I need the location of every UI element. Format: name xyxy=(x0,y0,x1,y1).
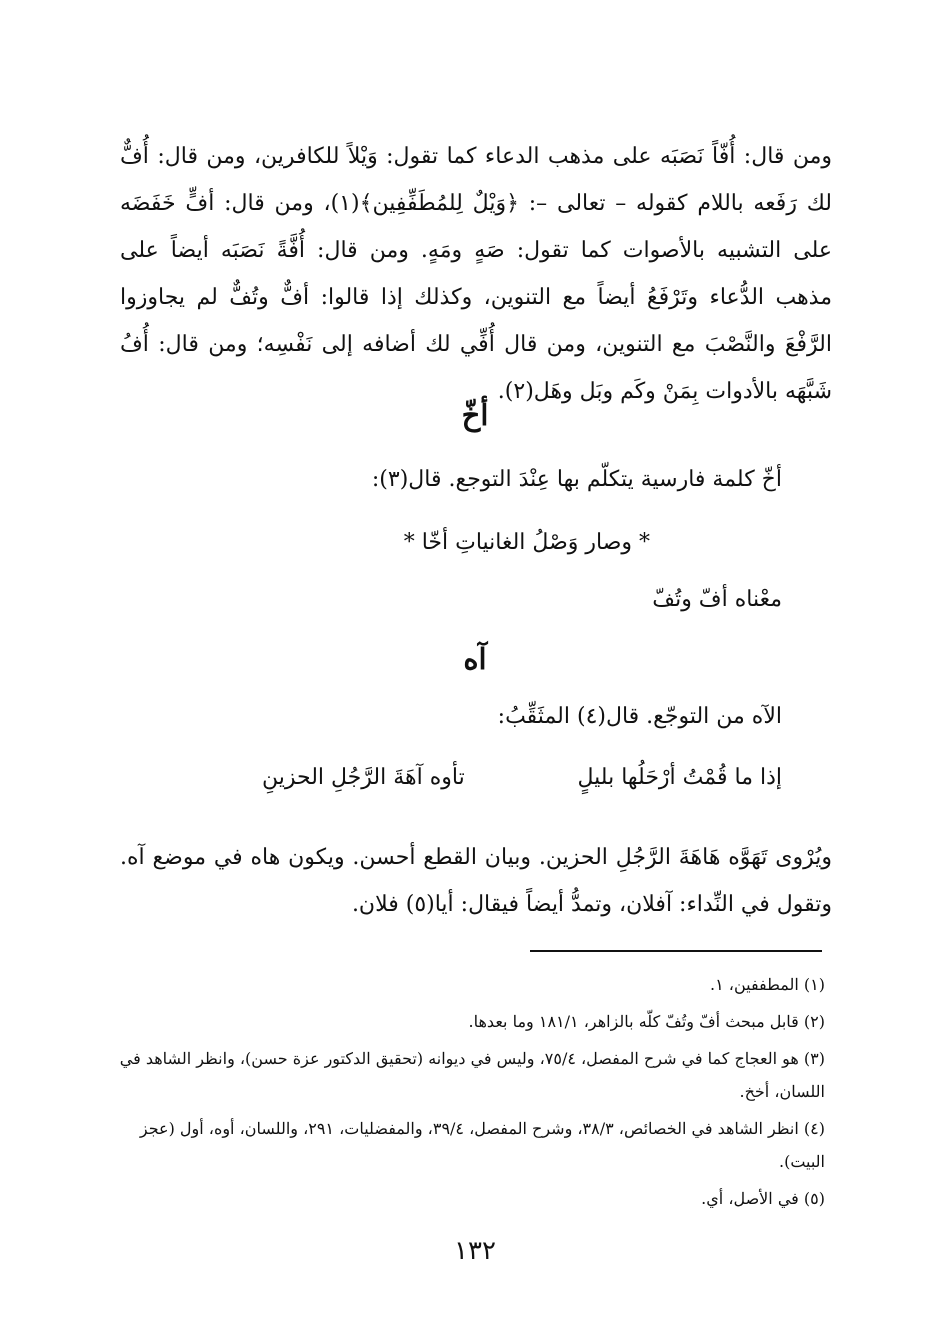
akh-meaning: معْناه أفّ وتُفّ xyxy=(652,587,782,612)
page-number: ١٣٢ xyxy=(454,1236,496,1266)
footnote-divider xyxy=(530,950,822,952)
akh-verse: * وصار وَصْلُ الغانياتِ أخّا * xyxy=(403,530,650,555)
footnote-1: (١) المطففين، ١. xyxy=(710,975,825,994)
footnote-4: (٤) انظر الشاهد في الخصائص، ٣٨/٣، وشرح المفصل، ٣٩/٤، والمفضليات، ٢٩١، واللسان، أوه، أول (عجز البيت). xyxy=(139,1119,825,1171)
akh-definition: أخّ كلمة فارسية يتكلّم بها عِنْدَ التوجع. قال(٣): xyxy=(371,467,782,492)
verse-second-hemistich: تأوه آهَةَ الرَّجُلِ الحزينِ xyxy=(262,765,465,790)
verse-first-hemistich: إذا ما قُمْتُ أرْحَلُها بليلٍ xyxy=(577,765,782,790)
footnote-5: (٥) في الأصل، أي. xyxy=(701,1189,825,1208)
footnote-3: (٣) هو العجاج كما في شرح المفصل، ٧٥/٤، وليس في ديوانه (تحقيق الدكتور عزة حسن)، وانظر الشاهد في اللسان، أخخ. xyxy=(119,1049,825,1101)
section-heading-ah: آه xyxy=(463,642,487,676)
ah-definition: الآه من التوجّع. قال(٤) المثَقِّبُ: xyxy=(497,704,782,729)
section-heading-akh: أخّ xyxy=(461,398,489,432)
paragraph-ah-continued: ويُرْوى تَهَوَّه هَاهَةَ الرَّجُلِ الحزين. وبيان القطع أحسن. ويكون هاه في موضع آه. وتقول في النِّداء: آفلان، وتمدُّ أيضاً فيقال: أيا(٥) فلان. xyxy=(120,845,832,917)
footnotes xyxy=(110,968,825,1219)
footnote-2: (٢) قابل مبحث أفّ وتُفّ كلّه بالزاهر، ١٨١/١ وما بعدها. xyxy=(468,1012,825,1031)
paragraph-uff: ومن قال: أُفّاً نَصَبَه على مذهب الدعاء كما تقول: وَيْلاً للكافرين، ومن قال: أُفٌّ لك رَفَعه باللام كقوله – تعالى –: ﴿وَيْلٌ لِلمُطَفِّفِين﴾(١)، ومن قال: أفٍّ خَفَضَه على التشبيه بالأصوات كما تقول: صَهٍ ومَهٍ. ومن قال: أُفَّةً نَصَبَه أيضاً على مذهب الدُّعاء وتَرْفَعُ أيضاً مع التنوين، وكذلك إذا قالوا: أفٌّ وتُفٌّ لم يجاوزوا الرَّفْعَ والنَّصْبَ مع التنوين، ومن قال أُفِّي لك أضافه إلى نَفْسِه؛ ومن قال: أُفُ شَبَّهَه بالأدوات بِمَنْ وكَم وبَل وهَل(٢). xyxy=(120,144,832,404)
ah-verse xyxy=(262,758,782,798)
